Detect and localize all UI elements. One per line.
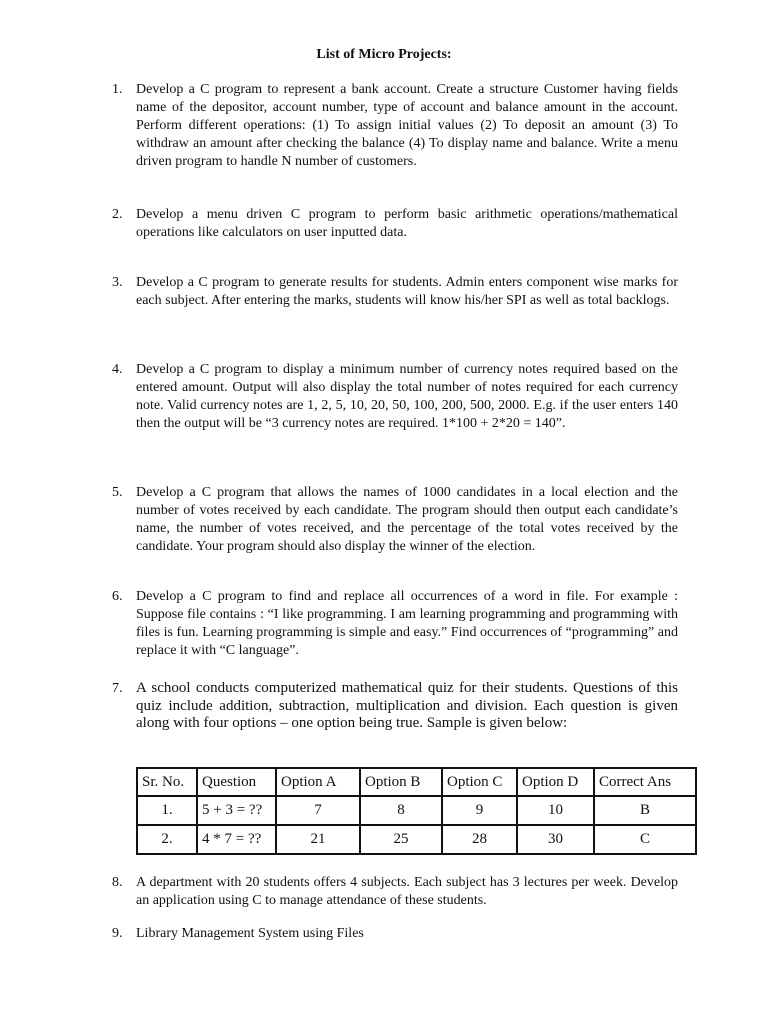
list-item-number: 1. bbox=[112, 82, 123, 97]
list-item bbox=[112, 680, 678, 733]
table-header-cell: Option C bbox=[442, 768, 517, 796]
list-item-number: 7. bbox=[112, 681, 123, 696]
table-cell: 30 bbox=[517, 825, 594, 854]
table-header-cell: Option B bbox=[360, 768, 442, 796]
table-cell: B bbox=[594, 796, 696, 825]
table-cell: 21 bbox=[276, 825, 360, 854]
list-item-text: Develop a C program to represent a bank account. Create a structure Customer having fields name of the depositor, account number, type of account and balance amount in the account. Perform different operations: (1) To assign initial values (2) To deposit an amount (3) To withdraw an amount after checking the balance (4) To display name and balance. Write a menu driven program to handle N number of customers. bbox=[136, 82, 678, 169]
table-cell: 7 bbox=[276, 796, 360, 825]
table-header-cell: Sr. No. bbox=[137, 768, 197, 796]
list-item-text: Develop a C program to generate results for students. Admin enters component wise marks for each subject. After entering the marks, students will know his/her SPI as well as total backlogs. bbox=[136, 275, 678, 308]
table-cell: 25 bbox=[360, 825, 442, 854]
list-item-text: Develop a C program to display a minimum number of currency notes required based on the entered amount. Output will also display the total number of notes required for each currency note. Valid currency notes are 1, 2, 5, 10, 20, 50, 100, 200, 500, 2000. E.g. if the user enters 140 then the output will be “3 currency notes are required. 1*100 + 2*20 = 140”. bbox=[136, 362, 678, 431]
table-header-cell: Question bbox=[197, 768, 276, 796]
list-item-number: 5. bbox=[112, 485, 123, 500]
table-header-row bbox=[137, 768, 696, 796]
list-item bbox=[112, 874, 678, 910]
list-item-number: 6. bbox=[112, 589, 123, 604]
list-item bbox=[112, 206, 678, 242]
table-cell: 10 bbox=[517, 796, 594, 825]
table-cell: 28 bbox=[442, 825, 517, 854]
table-cell: 1. bbox=[137, 796, 197, 825]
table-header-cell: Option D bbox=[517, 768, 594, 796]
list-item bbox=[112, 81, 678, 171]
table-header-cell: Correct Ans bbox=[594, 768, 696, 796]
list-item-text: Develop a menu driven C program to perform basic arithmetic operations/mathematical operations like calculators on user inputted data. bbox=[136, 207, 678, 240]
list-item-text: A department with 20 students offers 4 subjects. Each subject has 3 lectures per week. Develop an application using C to manage attendance of these students. bbox=[136, 875, 678, 908]
list-item-text: Develop a C program to find and replace all occurrences of a word in file. For example : Suppose file contains : “I like programming. I am learning programming and programming with files is fun. Learning programming is simple and easy.” Find occurrences of “programming” and replace it with “C language”. bbox=[136, 589, 678, 658]
list-item-number: 9. bbox=[112, 926, 123, 941]
list-item bbox=[112, 588, 678, 660]
page-title: List of Micro Projects: bbox=[316, 47, 452, 62]
table-cell: 4 * 7 = ?? bbox=[197, 825, 276, 854]
list-item bbox=[112, 274, 678, 310]
list-item-text: Develop a C program that allows the names of 1000 candidates in a local election and the number of votes received by each candidate. The program should then output each candidate’s name, the number of votes received, and the percentage of the total votes received by the candidate. Your program should also display the winner of the election. bbox=[136, 485, 678, 554]
list-item-number: 4. bbox=[112, 362, 123, 377]
table-cell: 8 bbox=[360, 796, 442, 825]
list-item-number: 3. bbox=[112, 275, 123, 290]
list-item bbox=[112, 484, 678, 556]
table-header-cell: Option A bbox=[276, 768, 360, 796]
list-item-text: Library Management System using Files bbox=[136, 926, 364, 941]
table-cell: C bbox=[594, 825, 696, 854]
list-item-number: 2. bbox=[112, 207, 123, 222]
table-row bbox=[137, 825, 696, 854]
list-item-number: 8. bbox=[112, 875, 123, 890]
list-item-text: A school conducts computerized mathematical quiz for their students. Questions of this quiz include addition, subtraction, multiplication and division. Each question is given along with four options – one option being true. Sample is given below: bbox=[136, 680, 678, 731]
table-cell: 9 bbox=[442, 796, 517, 825]
table-cell: 2. bbox=[137, 825, 197, 854]
table-cell: 5 + 3 = ?? bbox=[197, 796, 276, 825]
list-item bbox=[112, 361, 678, 433]
quiz-sample-table bbox=[136, 767, 697, 855]
list-item bbox=[112, 925, 678, 943]
table-row bbox=[137, 796, 696, 825]
